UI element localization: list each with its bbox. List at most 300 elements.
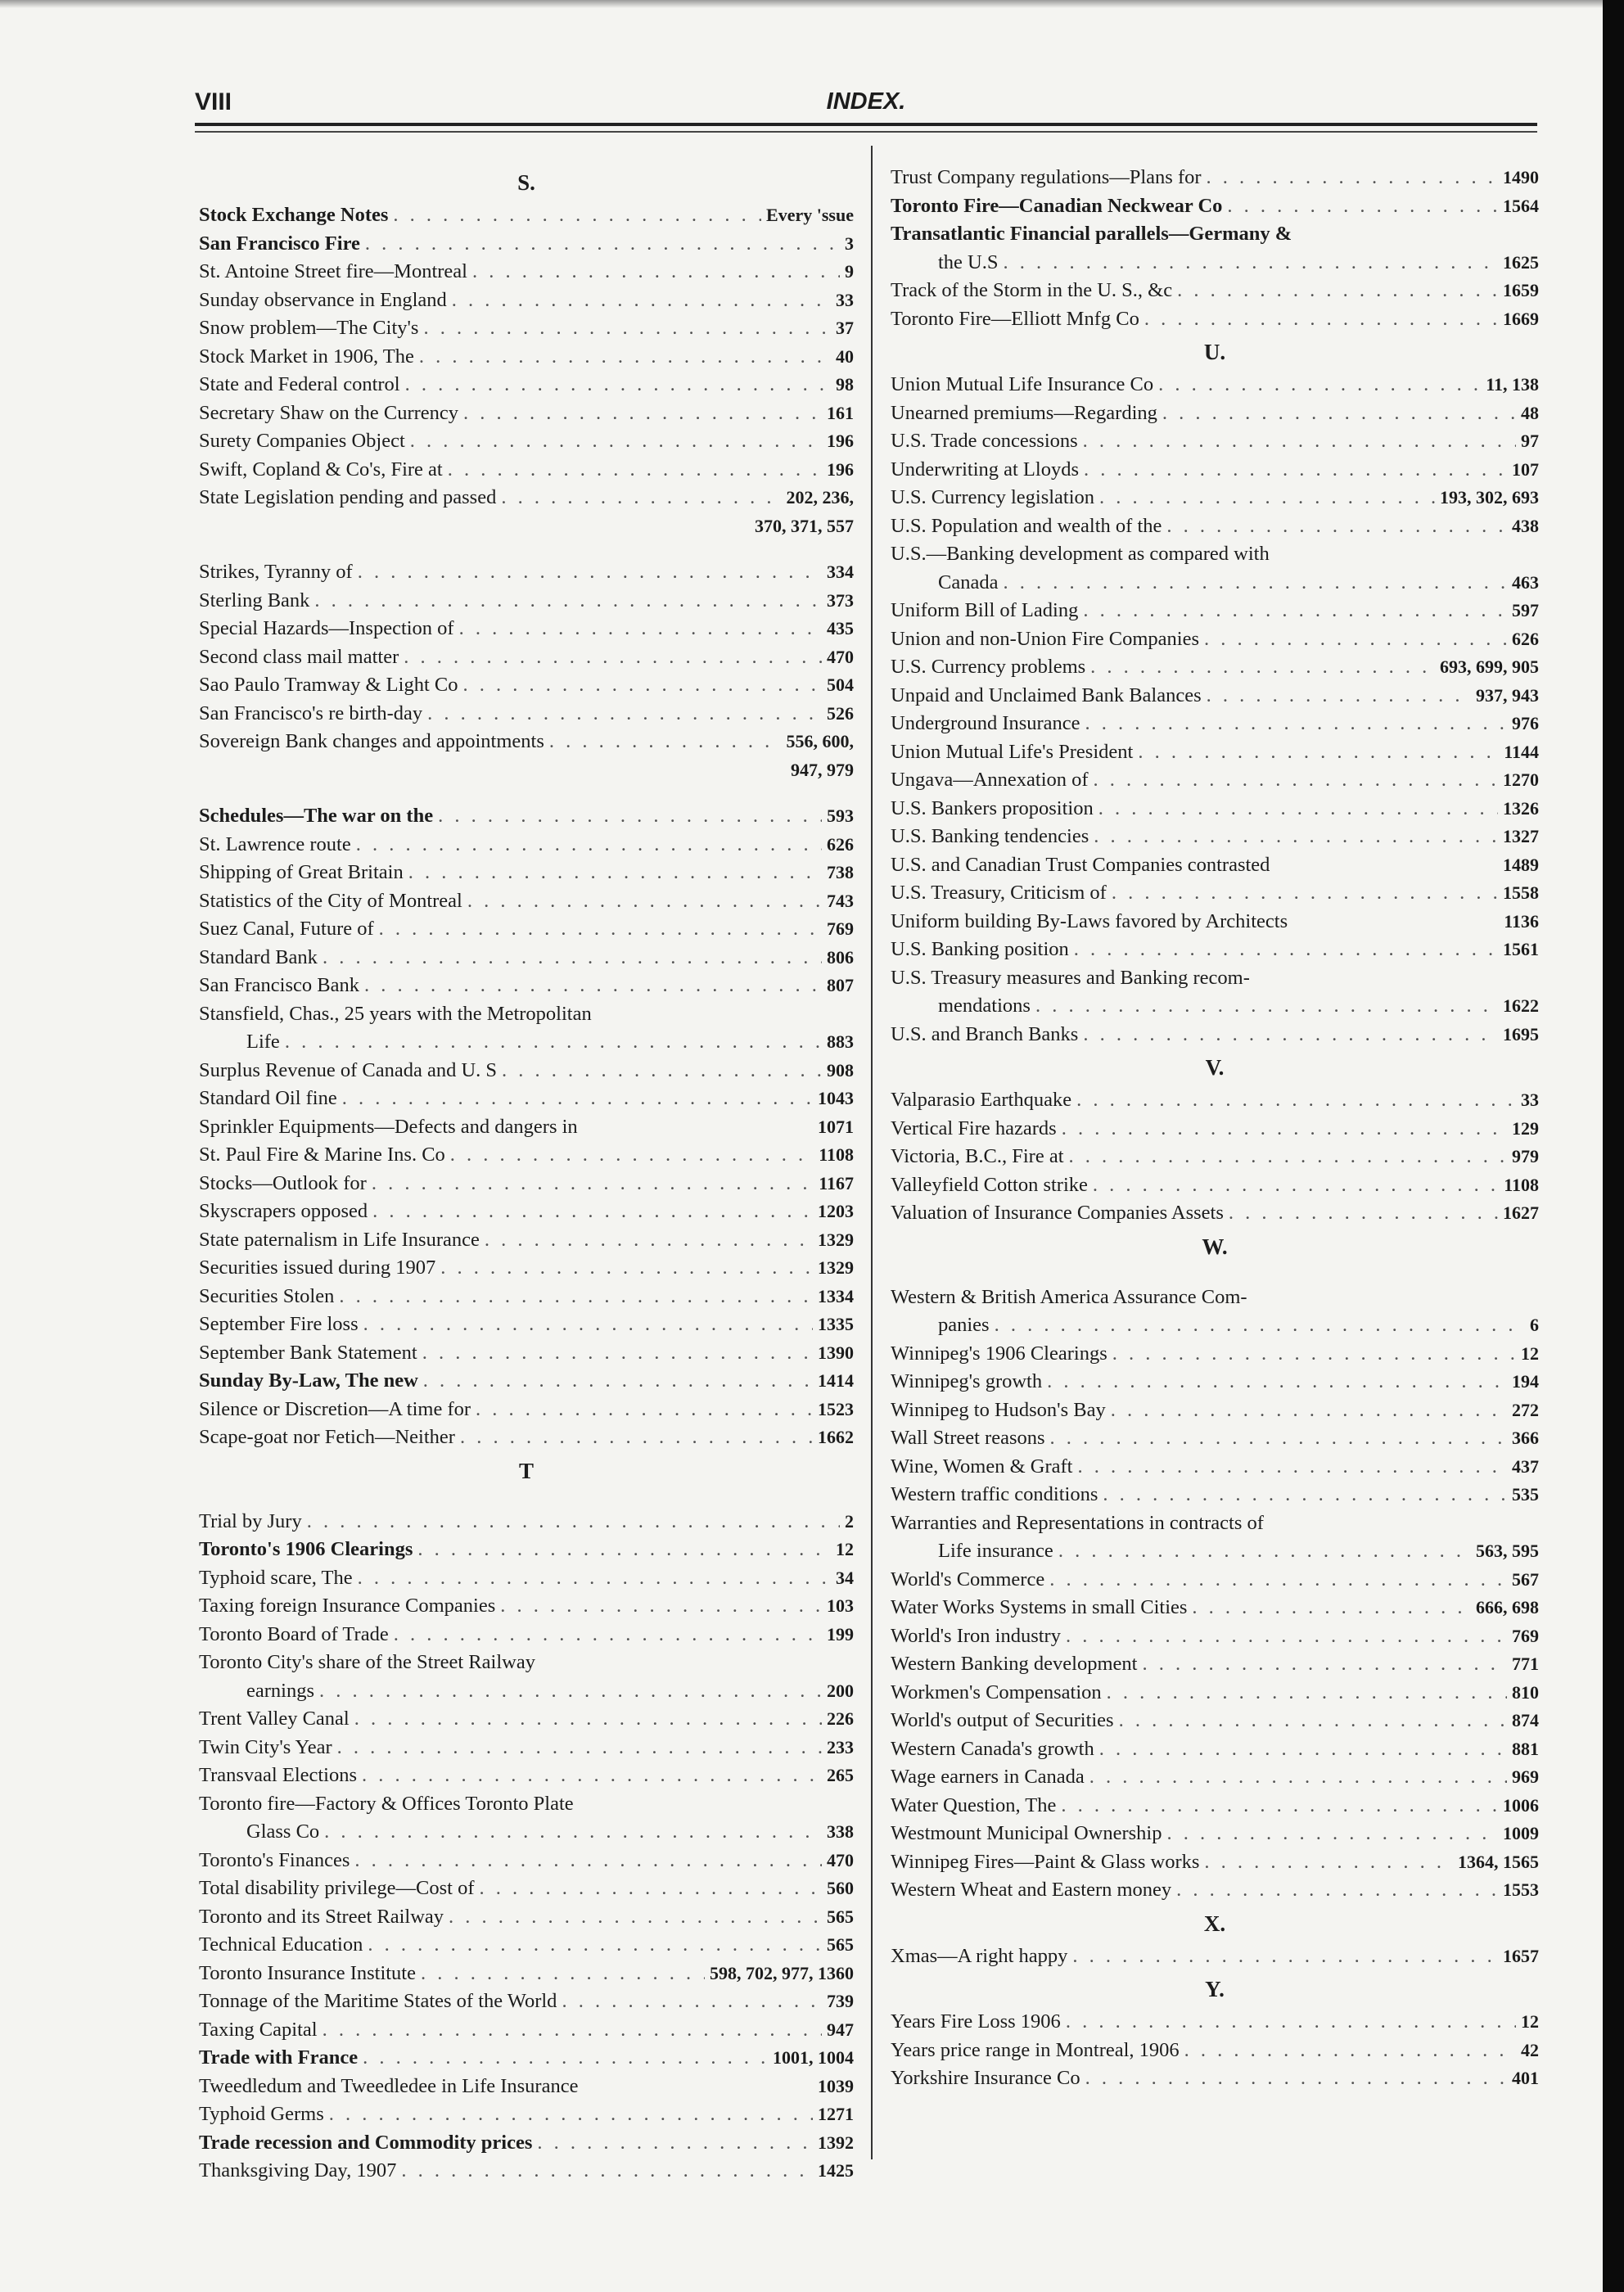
entry-page-numbers: 196 <box>827 458 854 480</box>
dot-leader <box>1003 569 1507 598</box>
entry-title: Toronto fire—Factory & Offices Toronto Plate <box>199 1792 574 1815</box>
dot-leader <box>358 558 822 587</box>
index-entry <box>199 1649 854 1677</box>
index-entry <box>199 887 854 916</box>
dot-leader <box>362 1762 822 1790</box>
section-letter: T <box>518 1458 534 1483</box>
index-entry <box>891 1820 1539 1848</box>
entry-title: Western & British America Assurance Com- <box>891 1285 1247 1308</box>
entry-page-numbers: 1108 <box>1504 1174 1539 1195</box>
entry-title: Ungava—Annexation of <box>891 769 1089 791</box>
dot-leader <box>372 1198 813 1226</box>
entry-title: Toronto Insurance Institute <box>199 1961 416 1984</box>
entry-page-numbers: 438 <box>1512 515 1539 536</box>
index-entry <box>891 936 1539 964</box>
entry-page-numbers: 265 <box>827 1765 854 1785</box>
index-entry <box>199 343 854 372</box>
entry-title: Vertical Fire hazards <box>891 1117 1057 1139</box>
entry-page-numbers: 1364, 1565 <box>1458 1851 1539 1872</box>
entry-title: Technical Education <box>199 1933 363 1956</box>
index-entry <box>891 1368 1539 1396</box>
entry-page-numbers: 34 <box>836 1567 854 1588</box>
dot-leader <box>423 314 831 343</box>
dot-leader <box>1062 1115 1507 1144</box>
entry-page-numbers: 98 <box>836 374 854 395</box>
index-entry <box>891 2008 1539 2037</box>
entry-title: mendations <box>938 995 1031 1017</box>
entry-page-numbers: 666, 698 <box>1476 1597 1539 1617</box>
entry-page-numbers: 598, 702, 977, 1360 <box>710 1962 854 1983</box>
entry-page-numbers: 334 <box>827 562 854 582</box>
entry-title: Standard Bank <box>199 945 318 968</box>
entry-title: Stock Market in 1906, The <box>199 345 414 368</box>
index-entry <box>891 710 1539 738</box>
dot-leader <box>1207 682 1471 711</box>
entry-title: Union and non-Union Fire Companies <box>891 627 1199 650</box>
entry-page-numbers: 565 <box>827 1906 854 1927</box>
entry-page-numbers: 11, 138 <box>1486 374 1539 395</box>
entry-title: Life <box>246 1031 280 1053</box>
entry-title: State Legislation pending and passed <box>199 486 497 508</box>
index-entry <box>199 1367 854 1396</box>
index-entry <box>199 1677 854 1706</box>
entry-page-numbers: 626 <box>827 833 854 855</box>
entry-page-numbers: 1270 <box>1503 769 1539 790</box>
entry-page-numbers: 338 <box>827 1821 854 1842</box>
entry-page-numbers: 771 <box>1512 1654 1539 1674</box>
dot-leader <box>342 1085 813 1113</box>
section-letter: S. <box>517 170 535 195</box>
dot-leader <box>1069 1143 1507 1171</box>
dot-leader <box>1166 1820 1498 1848</box>
entry-page-numbers: 37 <box>836 318 854 338</box>
entry-page-numbers: 1558 <box>1503 882 1539 903</box>
index-entry <box>199 1734 854 1762</box>
entry-title: State paternalism in Life Insurance <box>199 1228 480 1251</box>
index-entry <box>199 2129 854 2158</box>
index-entry <box>199 1621 854 1649</box>
dot-leader <box>450 1141 814 1170</box>
index-entry <box>891 1566 1539 1595</box>
entry-page-numbers: 194 <box>1512 1371 1539 1392</box>
index-entry <box>199 1960 854 1988</box>
entry-title: U.S. Banking position <box>891 938 1069 960</box>
dot-leader <box>501 484 781 512</box>
index-entry <box>199 1790 854 1819</box>
section-letter: X. <box>1203 1911 1226 1936</box>
index-entry <box>199 1170 854 1198</box>
entry-title: Underwriting at Lloyds <box>891 458 1079 481</box>
index-entry <box>891 427 1539 456</box>
index-entry <box>891 1311 1539 1340</box>
entry-title: Western Canada's growth <box>891 1737 1094 1760</box>
index-entry <box>891 1763 1539 1792</box>
entry-page-numbers: 526 <box>827 702 854 724</box>
index-entry <box>199 427 854 456</box>
entry-page-numbers: 693, 699, 905 <box>1440 656 1539 677</box>
dot-leader <box>1158 371 1481 399</box>
entry-page-numbers: 470 <box>827 1849 854 1870</box>
dot-leader <box>1072 1942 1498 1971</box>
entry-title: Victoria, B.C., Fire at <box>891 1145 1064 1167</box>
index-entry <box>891 879 1539 908</box>
dot-leader <box>405 371 831 399</box>
index-entry <box>891 1424 1539 1453</box>
dot-leader <box>419 343 831 372</box>
section-letter: V. <box>1205 1055 1225 1080</box>
section-spacer <box>199 784 854 802</box>
dot-leader <box>329 2100 813 2129</box>
entry-title: Winnipeg's 1906 Clearings <box>891 1342 1107 1365</box>
entry-page-numbers: Every 'ssue <box>766 205 854 225</box>
index-entry <box>199 484 854 512</box>
header-rule <box>195 123 1537 126</box>
dot-leader <box>1061 1792 1498 1821</box>
dot-leader <box>1094 823 1498 851</box>
entry-title: Years price range in Montreal, 1906 <box>891 2038 1180 2061</box>
index-entry <box>199 2100 854 2129</box>
entry-page-numbers: 437 <box>1512 1455 1539 1477</box>
entry-title: Shipping of Great Britain <box>199 861 404 883</box>
entry-page-numbers: 1334 <box>818 1285 854 1306</box>
dot-leader <box>1050 1424 1507 1453</box>
dot-leader <box>423 1367 813 1396</box>
entry-page-numbers: 3 <box>845 232 854 254</box>
entry-title: Surety Companies Object <box>199 430 405 452</box>
entry-title: Trial by Jury <box>199 1509 302 1532</box>
entry-title: Uniform building By-Laws favored by Architects <box>891 909 1288 932</box>
index-entry <box>891 371 1539 399</box>
index-entry <box>891 597 1539 625</box>
entry-title: U.S.—Banking development as compared with <box>891 543 1270 565</box>
index-entry <box>199 1762 854 1790</box>
index-entry <box>891 1848 1539 1877</box>
section-spacer <box>891 1266 1539 1284</box>
entry-title: World's Iron industry <box>891 1624 1061 1647</box>
entry-title: Uniform Bill of Lading <box>891 599 1079 621</box>
index-entry <box>891 1284 1539 1312</box>
entry-page-numbers: 810 <box>1512 1681 1539 1703</box>
index-entry <box>199 1085 854 1113</box>
dot-leader <box>1207 164 1498 192</box>
entry-page-numbers: 107 <box>1512 458 1539 480</box>
entry-page-numbers: 370, 371, 557 <box>755 515 854 536</box>
index-entry <box>199 1903 854 1932</box>
dot-leader <box>358 1564 831 1593</box>
index-entry <box>891 1650 1539 1679</box>
entry-title: the U.S <box>938 250 999 273</box>
entry-title: St. Lawrence route <box>199 832 351 855</box>
section-letter: W. <box>1202 1234 1228 1259</box>
entry-page-numbers: 1659 <box>1503 280 1539 300</box>
dot-leader <box>1074 936 1498 964</box>
entry-page-numbers: 1329 <box>818 1257 854 1278</box>
index-entry <box>199 1423 854 1452</box>
index-entry <box>199 1508 854 1536</box>
entry-page-numbers: 233 <box>827 1736 854 1757</box>
entry-title: U.S. and Canadian Trust Companies contrasted <box>891 853 1270 876</box>
dot-leader <box>1094 766 1498 795</box>
entry-page-numbers: 1627 <box>1503 1202 1539 1223</box>
entry-title: Standard Oil fine <box>199 1087 337 1109</box>
entry-page-numbers: 1167 <box>819 1172 854 1193</box>
entry-page-numbers: 200 <box>827 1680 854 1701</box>
entry-title: U.S. Bankers proposition <box>891 796 1094 819</box>
entry-page-numbers: 881 <box>1512 1738 1539 1759</box>
entry-title: Canada <box>938 571 999 593</box>
index-entry <box>891 1171 1539 1200</box>
dot-leader <box>1177 277 1498 305</box>
dot-leader <box>1083 1021 1498 1049</box>
index-entry <box>199 587 854 616</box>
dot-leader <box>479 1875 822 1903</box>
entry-page-numbers: 1392 <box>818 2132 854 2153</box>
section-letter: U. <box>1203 340 1226 364</box>
index-entry <box>199 1057 854 1085</box>
entry-page-numbers: 769 <box>827 918 854 939</box>
dot-leader <box>1058 1537 1471 1566</box>
entry-page-numbers: 40 <box>836 345 854 367</box>
index-entry <box>199 643 854 672</box>
dot-leader <box>460 1423 813 1452</box>
entry-title: Toronto and its Street Railway <box>199 1905 444 1928</box>
index-entry <box>891 795 1539 823</box>
entry-title: U.S. Treasury measures and Banking recom- <box>891 966 1250 989</box>
index-entry <box>891 399 1539 428</box>
entry-title: Sunday By-Law, The new <box>199 1369 418 1392</box>
entry-page-numbers: 560 <box>827 1878 854 1898</box>
entry-title: Trade with France <box>199 2046 359 2069</box>
dot-leader <box>1162 399 1516 428</box>
dot-leader <box>354 1705 822 1734</box>
index-entry <box>891 277 1539 305</box>
entry-title: U.S. Banking tendencies <box>891 825 1089 847</box>
index-entry <box>199 512 854 541</box>
index-entry <box>199 944 854 972</box>
index-entry <box>199 915 854 944</box>
entry-page-numbers: 1326 <box>1503 797 1539 819</box>
entry-title: Toronto City's share of the Street Railway <box>199 1651 535 1673</box>
entry-page-numbers: 199 <box>827 1623 854 1645</box>
entry-title: Skyscrapers opposed <box>199 1200 368 1222</box>
entry-page-numbers: 535 <box>1512 1484 1539 1505</box>
dot-leader <box>319 1677 822 1706</box>
entry-title: Trent Valley Canal <box>199 1708 350 1730</box>
dot-leader <box>1166 512 1507 541</box>
entry-page-numbers: 739 <box>827 1991 854 2011</box>
entry-title: Trust Company regulations—Plans for <box>891 166 1202 188</box>
entry-title: Trade recession and Commodity prices <box>199 2131 533 2154</box>
entry-title: Western Banking development <box>891 1653 1138 1675</box>
dot-leader <box>462 671 822 700</box>
index-entry <box>891 682 1539 711</box>
index-entry <box>891 569 1539 598</box>
entry-page-numbers: 743 <box>827 890 854 911</box>
entry-title: Western Wheat and Eastern money <box>891 1879 1172 1901</box>
index-entry <box>199 2073 854 2101</box>
entry-title: Typhoid scare, The <box>199 1566 353 1589</box>
entry-page-numbers: 9 <box>845 261 854 282</box>
entry-page-numbers: 6 <box>1530 1315 1539 1335</box>
entry-page-numbers: 563, 595 <box>1476 1541 1539 1561</box>
index-entry <box>199 831 854 860</box>
section-letter: Y. <box>1205 1977 1225 2001</box>
dot-leader <box>339 1283 813 1311</box>
dot-leader <box>363 2044 768 2073</box>
index-entry <box>891 1453 1539 1482</box>
entry-title: Underground Insurance <box>891 712 1080 734</box>
dot-leader <box>393 201 761 230</box>
dot-leader <box>1083 427 1516 456</box>
entry-page-numbers: 226 <box>827 1708 854 1729</box>
index-entry <box>199 1226 854 1255</box>
dot-leader <box>1004 249 1499 277</box>
dot-leader <box>1084 456 1507 485</box>
index-entry <box>199 371 854 399</box>
index-entry <box>891 164 1539 192</box>
entry-page-numbers: 12 <box>1521 1342 1539 1364</box>
entry-title: Securities issued during 1907 <box>199 1257 436 1279</box>
entry-title: Wage earners in Canada <box>891 1766 1085 1788</box>
index-entry <box>891 738 1539 767</box>
dot-leader <box>1142 1650 1507 1679</box>
entry-title: Secretary Shaw on the Currency <box>199 401 459 424</box>
dot-leader <box>427 700 822 729</box>
entry-title: Warranties and Representations in contracts of <box>891 1511 1264 1534</box>
entry-title: St. Antoine Street fire—Montreal <box>199 260 467 282</box>
dot-leader <box>995 1311 1525 1340</box>
entry-page-numbers: 1553 <box>1503 1879 1539 1900</box>
entry-title: Special Hazards—Inspection of <box>199 617 454 639</box>
entry-page-numbers: 597 <box>1512 600 1539 620</box>
index-entry <box>199 1000 854 1029</box>
dot-leader <box>421 1960 705 1988</box>
dot-leader <box>307 1508 840 1536</box>
index-entry <box>891 1942 1539 1971</box>
entry-title: Thanksgiving Day, 1907 <box>199 2159 397 2181</box>
entry-title: panies <box>938 1314 990 1336</box>
entry-title: San Francisco Fire <box>199 232 360 255</box>
entry-page-numbers: 1657 <box>1503 1945 1539 1966</box>
entry-title: San Francisco Bank <box>199 974 359 996</box>
entry-page-numbers: 33 <box>836 289 854 310</box>
index-entry <box>891 456 1539 485</box>
entry-title: Winnipeg's growth <box>891 1370 1043 1392</box>
entry-title: Sunday observance in England <box>199 288 447 311</box>
dot-leader <box>1227 192 1498 221</box>
entry-page-numbers: 1622 <box>1503 995 1539 1016</box>
index-entry <box>891 484 1539 512</box>
index-column-left <box>199 164 854 2186</box>
entry-page-numbers: 272 <box>1512 1399 1539 1420</box>
entry-page-numbers: 1329 <box>818 1229 854 1250</box>
dot-leader <box>417 1536 831 1564</box>
dot-leader <box>323 2016 822 2045</box>
entry-title: Toronto Board of Trade <box>199 1622 389 1645</box>
dot-leader <box>1076 1086 1516 1115</box>
entry-page-numbers: 504 <box>827 675 854 695</box>
entry-title: September Fire loss <box>199 1313 359 1335</box>
dot-leader <box>472 258 840 286</box>
dot-leader <box>1085 2064 1507 2093</box>
entry-page-numbers: 103 <box>827 1595 854 1616</box>
dot-leader <box>1089 1763 1507 1792</box>
index-entry <box>199 1705 854 1734</box>
entry-title: Toronto Fire—Elliott Mnfg Co <box>891 307 1139 330</box>
dot-leader <box>368 1931 822 1960</box>
index-entry <box>891 851 1539 880</box>
entry-page-numbers: 33 <box>1521 1090 1539 1110</box>
entry-title: Tonnage of the Maritime States of the World <box>199 1990 557 2012</box>
dot-leader <box>1047 1368 1507 1396</box>
entry-title: U.S. Treasury, Criticism of <box>891 882 1107 904</box>
entry-page-numbers: 1006 <box>1503 1794 1539 1816</box>
entry-page-numbers: 97 <box>1521 431 1539 451</box>
dot-leader <box>285 1028 822 1057</box>
dot-leader <box>448 456 822 485</box>
entry-page-numbers: 1490 <box>1503 167 1539 187</box>
index-entry <box>891 653 1539 682</box>
entry-title: Union Mutual Life's President <box>891 740 1134 763</box>
index-entry <box>891 625 1539 654</box>
dot-leader <box>1119 1707 1507 1735</box>
entry-title: Swift, Copland & Co's, Fire at <box>199 458 443 481</box>
entry-page-numbers: 769 <box>1512 1625 1539 1646</box>
entry-title: Sovereign Bank changes and appointments <box>199 730 544 752</box>
entry-page-numbers: 1271 <box>818 2104 854 2124</box>
dot-leader <box>1083 597 1507 625</box>
dot-leader <box>440 1254 813 1283</box>
entry-title: Unpaid and Unclaimed Bank Balances <box>891 684 1202 706</box>
index-entry <box>891 1679 1539 1708</box>
entry-page-numbers: 1625 <box>1503 251 1539 273</box>
dot-leader <box>1049 1566 1507 1595</box>
index-entry <box>891 249 1539 277</box>
index-entry <box>891 1792 1539 1821</box>
dot-leader <box>363 1311 813 1339</box>
entry-title: Union Mutual Life Insurance Co <box>891 373 1154 395</box>
index-entry <box>199 1564 854 1593</box>
entry-page-numbers: 401 <box>1512 2068 1539 2088</box>
dot-leader <box>404 643 822 672</box>
index-entry <box>891 1396 1539 1425</box>
dot-leader <box>476 1396 813 1424</box>
dot-leader <box>438 802 822 831</box>
entry-page-numbers: 196 <box>827 431 854 451</box>
entry-title: Transvaal Elections <box>199 1764 358 1786</box>
index-entry <box>199 1875 854 1903</box>
entry-title: Schedules—The war on the <box>199 805 434 827</box>
entry-title: Workmen's Compensation <box>891 1681 1102 1703</box>
entry-title: Westmount Municipal Ownership <box>891 1822 1162 1844</box>
index-entry <box>199 456 854 485</box>
entry-page-numbers: 1695 <box>1503 1023 1539 1044</box>
entry-page-numbers: 565 <box>827 1934 854 1955</box>
entry-title: earnings <box>246 1679 314 1702</box>
entry-page-numbers: 567 <box>1512 1568 1539 1590</box>
entry-title: State and Federal control <box>199 373 400 395</box>
index-entry <box>199 1339 854 1368</box>
dot-leader <box>1066 2008 1516 2037</box>
entry-page-numbers: 908 <box>827 1059 854 1081</box>
dot-leader <box>1099 1735 1507 1764</box>
entry-page-numbers: 738 <box>827 862 854 882</box>
entry-title: Glass Co <box>246 1821 320 1843</box>
index-entry <box>891 1622 1539 1651</box>
entry-title: Stocks—Outlook for <box>199 1171 367 1194</box>
entry-page-numbers: 1043 <box>818 1088 854 1108</box>
entry-page-numbers: 129 <box>1512 1117 1539 1139</box>
